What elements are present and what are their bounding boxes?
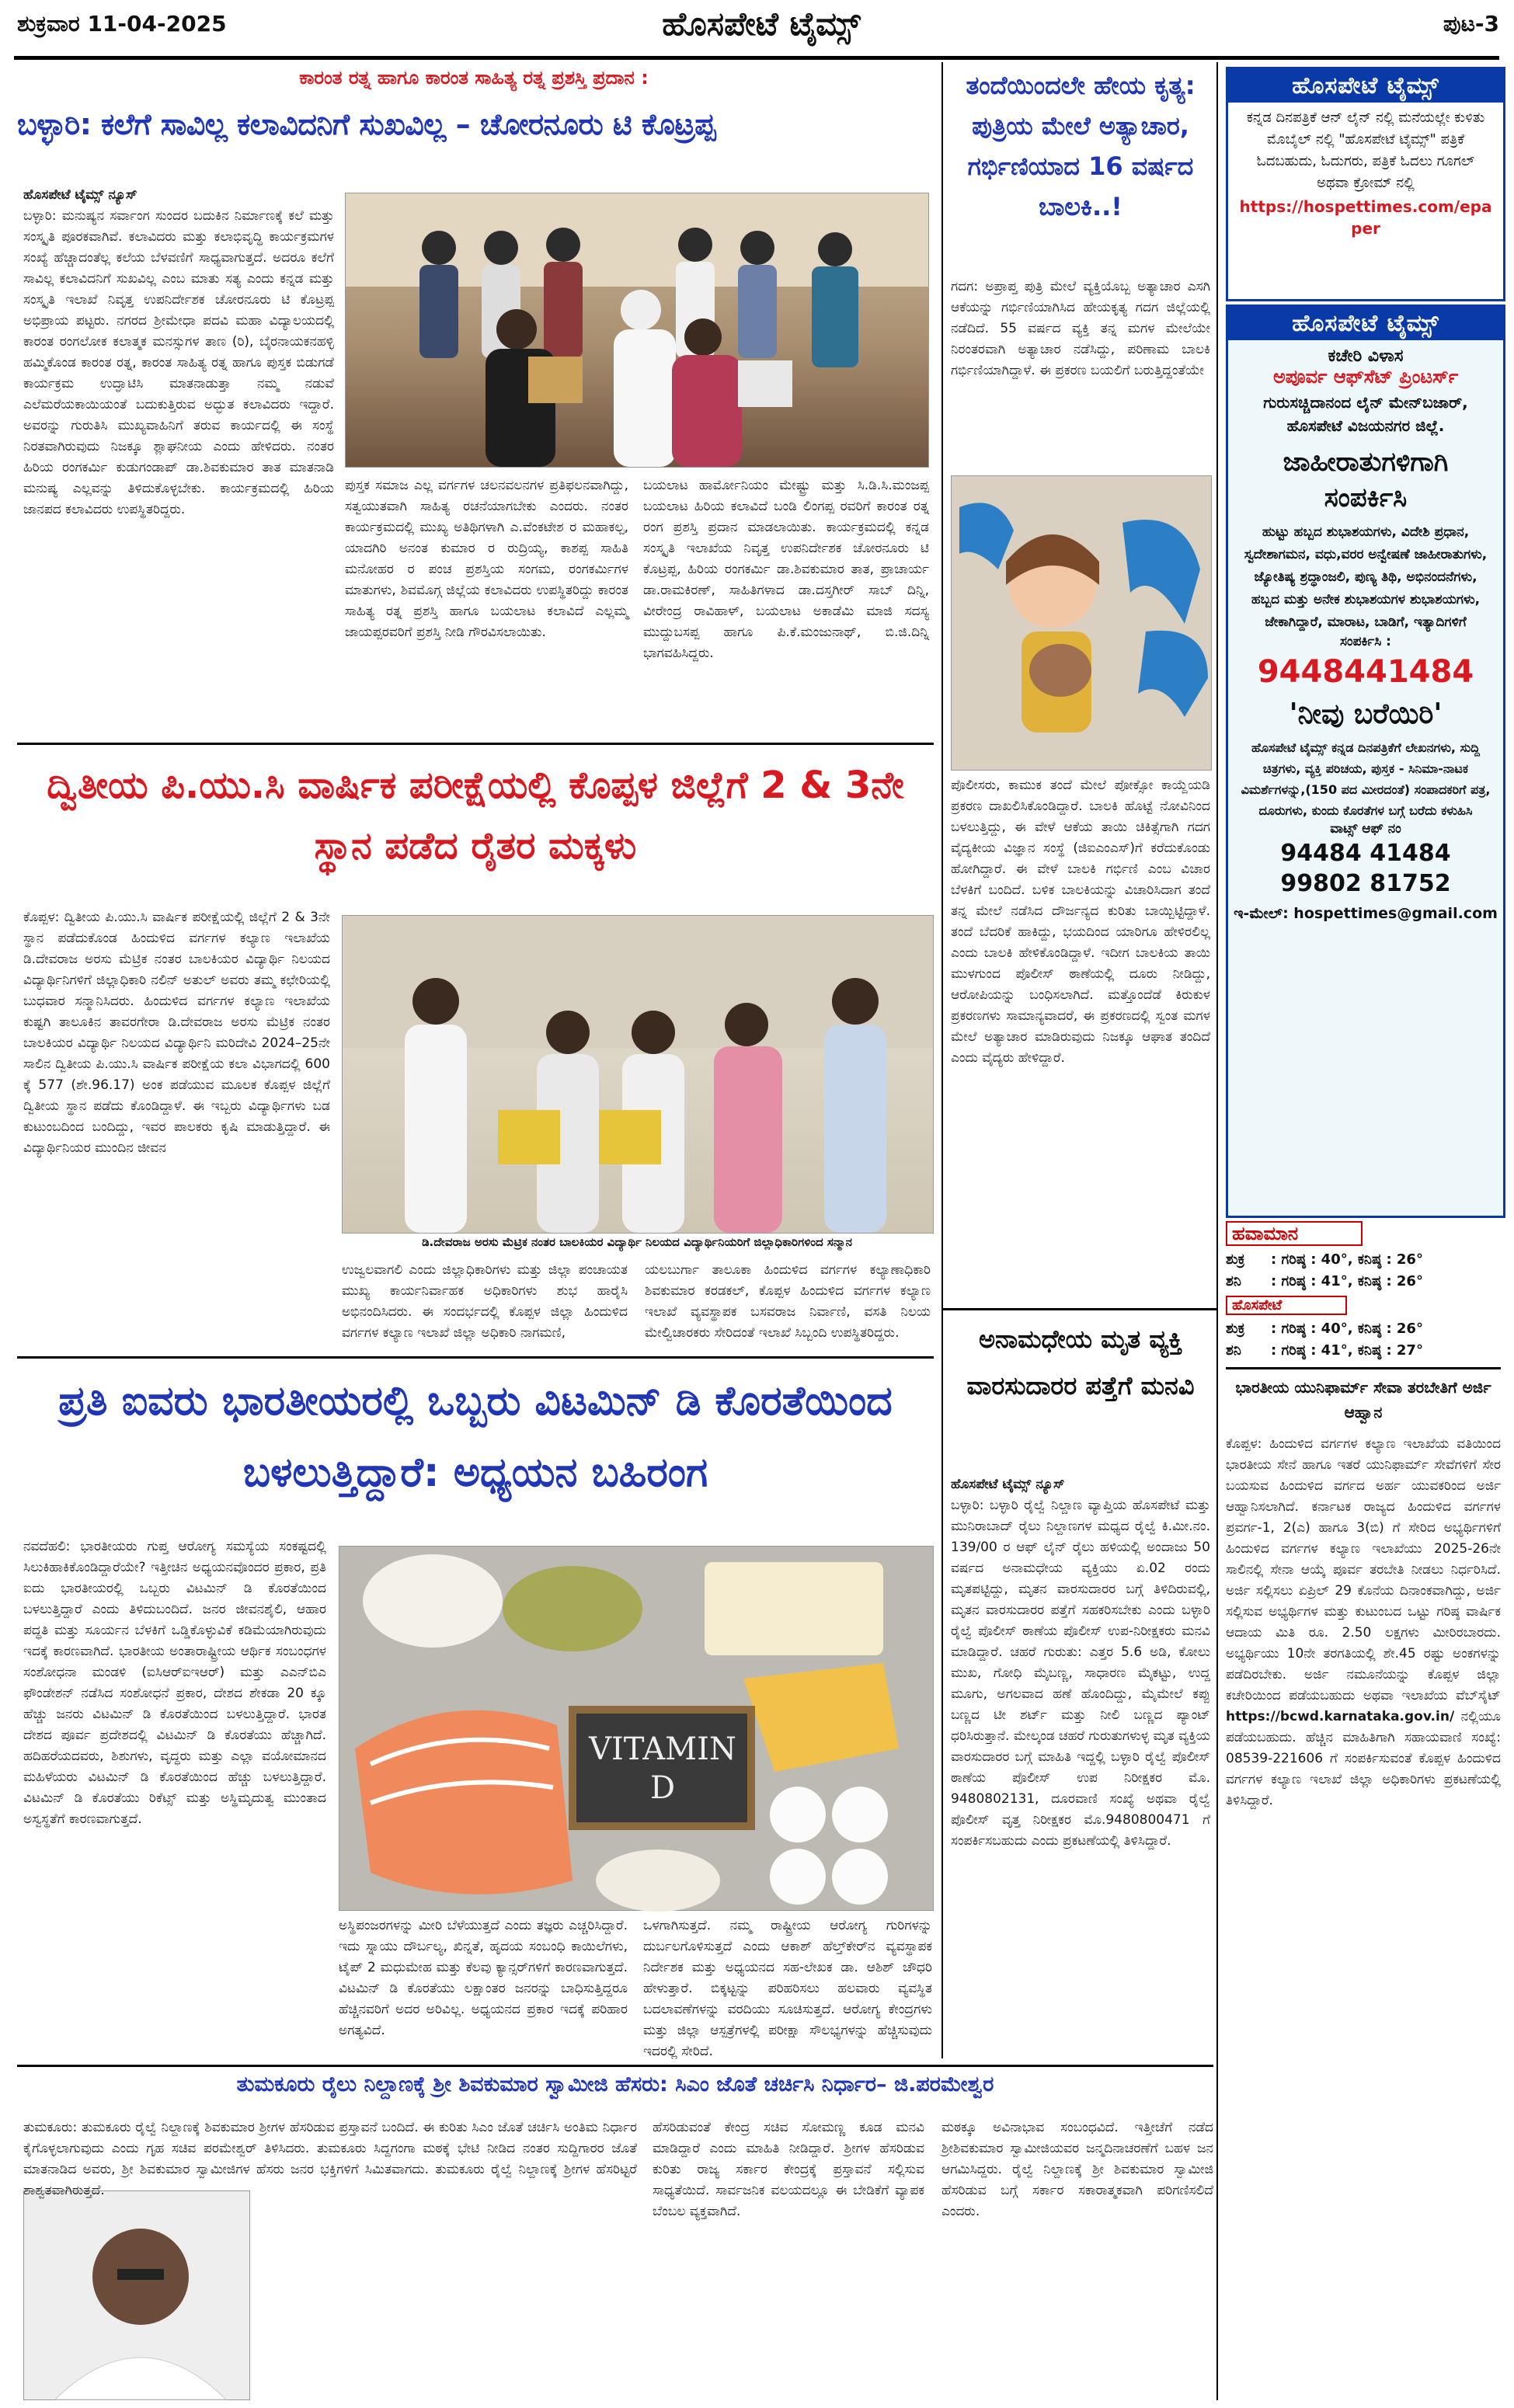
weather-day-2: ಶನಿ [1226,1273,1241,1289]
article4-photo [23,2191,250,2400]
ad2-ads-list: ಹುಟ್ಟು ಹಬ್ಬದ ಶುಭಾಶಯಗಳು, ವಿದೇಶಿ ಪ್ರಧಾನ, ಸ್ವದೇಶಾಗಮನ, ವಧು,ವರರ ಅನ್ವೇಷಣೆ ಜಾಹೀರಾತುಗಳು, ಜ್ಯೋತಿಷ್ಯ ಶ್ರದ್ಧಾಂಜಲಿ, ಪುಣ್ಯ ತಿಥಿ, ಅಭಿನಂದನೆಗಳು, ಹಬ್ಬದ ಮತ್ತು ಅನೇಕ ಶುಭಾಶಯಗಳ ಶುಭಾಶಯಗಳು, ಜೇಕಾಗಿದ್ದಾರೆ, ಮಾರಾಟ, ಬಾಡಿಗೆ, ಇತ್ಯಾದಿಗಳಿಗೆ [1244,524,1488,630]
article3-headline: ಪ್ರತಿ ಐವರು ಭಾರತೀಯರಲ್ಲಿ ಒಬ್ಬರು ವಿಟಮಿನ್ ಡಿ ಕೊರತೆಯಿಂದ ಬಳಲುತ್ತಿದ್ದಾರೆ: ಅಧ್ಯಯನ ಬಹಿರಂಗ [58,1378,893,1496]
portrait-illustration [24,2191,249,2399]
ad2-phone3[interactable]: 99802 81752 [1280,870,1451,897]
mid2-byline: ಹೊಸಪೇಟೆ ಟೈಮ್ಸ್ ನ್ಯೂಸ್ [951,1477,1065,1492]
vitamin-d-chalkboard-label: VITAMIN D [589,1731,736,1806]
ad2-phone[interactable]: 9448441484 [1257,654,1474,690]
weather-row-1 [1226,1249,1501,1271]
article4-column3: ಮಠಕ್ಕೂ ಅವಿನಾಭಾವ ಸಂಬಂಧವಿದೆ. ಇತ್ತೀಚೆಗೆ ನಡೆದ ಶ್ರೀಶಿವಕುಮಾರ ಸ್ವಾಮೀಜಿಯವರ ಜನ್ಮದಿನಾಚರಣೆಗೆ ಬಹಳ ಜನ ಆಗಮಿಸಿದ್ದರು. ರೈಲ್ವೆ ನಿಲ್ದಾಣಕ್ಕೆ ಶ್ರೀ ಶಿವಕುಮಾರ ಸ್ವಾಮೀಜಿ ಹೆಸರಿಡುವ ಬಗ್ಗೆ ಸರ್ಕಾರ ಸಕಾರಾತ್ಮಕವಾಗಿ ಪರಿಗಣಿಸಲಿದೆ ಎಂದರು. [941,2120,1213,2219]
article1-kicker: ಕಾರಂತ ರತ್ನ ಹಾಗೂ ಕಾರಂತ ಸಾಹಿತ್ಯ ರತ್ನ ಪ್ರಶಸ್ತಿ ಪ್ರದಾನ : [299,67,649,89]
weather-day-4: ಶನಿ [1226,1342,1241,1359]
article3-photo [339,1546,934,1911]
article1-bottom-rule [17,743,934,745]
ad2-printer: ಅಪೂರ್ವ ಆಫ್‌ಸೆಟ್ ಪ್ರಿಂಟರ್ಸ್ [1272,366,1459,388]
article2-photo-caption: ಡಿ.ದೇವರಾಜ ಅರಸು ಮೆಟ್ರಿಕ ನಂತರ ಬಾಲಕಿಯರ ವಿದ್ಯಾರ್ಥಿ ನಿಲಯದ ವಿದ್ಯಾರ್ಥಿನಿಯರಿಗೆ ಜಿಲ್ಲಾಧಿಕಾರಿಗಳಿಂದ ಸನ್ಮಾನ [422,1235,852,1249]
ad2-phone2[interactable]: 94484 41484 [1280,840,1451,867]
mid-story-rule [943,1308,1216,1310]
article1-column3: ಬಯಲಾಟ ಹಾರ್ಮೋನಿಯಂ ಮೇಷ್ಟ್ರು ಮತ್ತು ಸಿ.ಡಿ.ಸಿ.ಮಂಜಪ್ಪ ಬಯಲಾಟ ಹಿರಿಯ ಕಲಾವಿದೆ ಬಂಡಿ ಲಿಂಗಪ್ಪ ರವರಿಗೆ ಕಾರಂತ ರತ್ನ ರಂಗ ಪ್ರಶಸ್ತಿ ಪ್ರದಾನ ಮಾಡಲಾಯಿತು. ಕಾರ್ಯಕ್ರಮದಲ್ಲಿ ಕನ್ನಡ ಸಂಸ್ಕೃತಿ ಇಲಾಖೆಯ ನಿವೃತ್ತ ಉಪನಿರ್ದೇಶಕ ಚೋರನೂರು ಟಿ ಕೊಟ್ರಪ್ಪ, ಹಿರಿಯ ರಂಗಕರ್ಮಿ ಡಾ.ಶಿವಕುಮಾರ ತಾತ, ಪ್ರಾಚಾರ್ಯ ಡಾ.ರಾಮಕಿರಣ್, ಸಾಹಿತಿಗಳಾದ ಡಾ.ದಸ್ತಗೀರ್ ಸಾಬ್ ದಿನ್ನಿ, ವೀರೇಂದ್ರ ರಾವಿಹಾಳ್, ಬಯಲಾಟ ಅಕಾಡೆಮಿ ಮಾಜಿ ಸದಸ್ಯ ಮುದ್ದುಬಸಪ್ಪ ಹಾಗೂ ಪಿ.ಕೆ.ಮಂಜುನಾಥ್, ಬಿ.ಜಿ.ದಿನ್ನಿ ಭಾಗವಹಿಸಿದ್ದರು. [643,478,929,661]
issue-date: ಶುಕ್ರವಾರ 11-04-2025 [17,11,227,37]
article2-photo [342,915,934,1234]
ad-box-1 [1226,67,1505,301]
mid1-body-bottom: ಪೊಲೀಸರು, ಕಾಮುಕ ತಂದೆ ಮೇಲೆ ಪೋಕ್ಸೋ ಕಾಯ್ದೆಯಡಿ ಪ್ರಕರಣ ದಾಖಲಿಸಿಕೊಂಡಿದ್ದಾರೆ. ಬಾಲಕಿ ಹೊಟ್ಟೆ ನೋವಿನಿಂದ ಬಳಲುತ್ತಿದ್ದು, ಈ ವೇಳೆ ಆಕೆಯ ತಾಯಿ ಚಿಕಿತ್ಸೆಗಾಗಿ ಗದಗ ವೈದ್ಯಕೀಯ ವಿಜ್ಞಾನ ಸಂಸ್ಥೆ (ಜಿಐಎಂಎಸ್)ಗೆ ಕರೆದುಕೊಂಡು ಹೋಗಿದ್ದಾರೆ. ಈ ವೇಳೆ ಬಾಲಕಿ ಗರ್ಭಿಣಿ ಎಂಬ ವಿಚಾರ ಬೆಳಕಿಗೆ ಬಂದಿದೆ. ಬಳಿಕ ಬಾಲಕಿಯನ್ನು ವಿಚಾರಿಸಿದಾಗ ತಂದೆ ತನ್ನ ಮೇಲೆ ನಡೆಸಿದ ದೌರ್ಜನ್ಯದ ಕುರಿತು ಬಾಯ್ಬಿಟ್ಟಿದ್ದಾಳೆ. ತಂದೆ ಬೆದರಿಕೆ ಹಾಕಿದ್ದು, ಭಯದಿಂದ ಯಾರಿಗೂ ಹೇಳಿರಲಿಲ್ಲ ಎಂದು ಬಾಲಕಿ ಹೇಳಿಕೊಂಡಿದ್ದಾಳೆ. ಇದೀಗ ಬಾಲಕಿಯ ತಾಯಿ ಮುಳಗುಂದ ಪೊಲೀಸ್ ಠಾಣೆಯಲ್ಲಿ ದೂರು ನೀಡಿದ್ದು, ಆರೋಪಿಯನ್ನು ಬಂಧಿಸಲಾಗಿದೆ. ಮತ್ತೊಂದೆಡೆ ಕಿರುಕುಳ ಪ್ರಕರಣಗಳು ಸಾಮಾನ್ಯವಾದರೆ, ಈ ಪ್ರಕರಣದಲ್ಲಿ ಸ್ವಂತ ಮಗಳ ಮೇಲೆ ಅತ್ಯಾಚಾರ ಮಾಡಿರುವುದು ನಿಜಕ್ಕೂ ಆಘಾತ ತಂದಿದೆ ಎಂದು ವೈದ್ಯರು ಹೇಳಿದ್ದಾರೆ. [951,778,1210,1066]
article3-column3: ಒಳಗಾಗಿಸುತ್ತದೆ. ನಮ್ಮ ರಾಷ್ಟ್ರೀಯ ಆರೋಗ್ಯ ಗುರಿಗಳನ್ನು ದುರ್ಬಲಗೊಳಿಸುತ್ತದೆ ಎಂದು ಆಕಾಶ್ ಹೆಲ್ತ್‌ಕೇರ್‌ನ ವ್ಯವಸ್ಥಾಪಕ ನಿರ್ದೇಶಕ ಮತ್ತು ಅಧ್ಯಯನದ ಸಹ-ಲೇಖಕ ಡಾ. ಆಶಿಶ್ ಚೌಧರಿ ಹೇಳುತ್ತಾರೆ. ಬಿಕ್ಕಟ್ಟನ್ನು ಪರಿಹರಿಸಲು ಹಲವಾರು ವ್ಯವಸ್ಥಿತ ಬದಲಾವಣೆಗಳನ್ನು ವರದಿಯು ಸೂಚಿಸುತ್ತದೆ. ಆರೋಗ್ಯ ಕೇಂದ್ರಗಳು ಮತ್ತು ಜಿಲ್ಲಾ ಆಸ್ಪತ್ರೆಗಳಲ್ಲಿ ಪರೀಕ್ಷಾ ಸೌಲಭ್ಯಗಳನ್ನು ಹೆಚ್ಚಿಸುವುದು ಇದರಲ್ಲಿ ಸೇರಿದೆ. [643,1918,932,2059]
weather-day-1: ಶುಕ್ರ [1226,1251,1245,1268]
weather-day-3: ಶುಕ್ರ [1226,1321,1245,1337]
child-fear-illustration [952,476,1211,770]
weather-row-4 [1226,1340,1501,1362]
article3-column1: ನವದೆಹಲಿ: ಭಾರತೀಯರು ಗುಪ್ತ ಆರೋಗ್ಯ ಸಮಸ್ಯೆಯ ಸಂಕಷ್ಟದಲ್ಲಿ ಸಿಲುಕಿಹಾಕಿಕೊಂಡಿದ್ದಾರೆಯೇ? ಇತ್ತೀಚಿನ ಅಧ್ಯಯನವೊಂದರ ಪ್ರಕಾರ, ಪ್ರತಿ ಐದು ಭಾರತೀಯರಲ್ಲಿ ಒಬ್ಬರು ವಿಟಮಿನ್ ಡಿ ಕೊರತೆಯಿಂದ ಬಳಲುತ್ತಿದ್ದಾರೆ ಎಂದು ತಿಳಿದುಬಂದಿದೆ. ಜನರ ಜೀವನಶೈಲಿ, ಆಹಾರ ಪದ್ಧತಿ ಮತ್ತು ಸೂರ್ಯನ ಬೆಳಕಿಗೆ ಒಡ್ಡಿಕೊಳ್ಳುವಿಕೆ ಕಡಿಮೆಯಾಗಿರುವುದು ಇದಕ್ಕೆ ಕಾರಣವಾಗಿದೆ. ಭಾರತೀಯ ಅಂತಾರಾಷ್ಟ್ರೀಯ ಆರ್ಥಿಕ ಸಂಬಂಧಗಳ ಸಂಶೋಧನಾ ಮಂಡಳಿ (ಐಸಿಆರ್‌ಐಇಆರ್) ಮತ್ತು ಎಎನ್‌ಬಿಎ ಫೌಂಡೇಶನ್ ನಡೆಸಿದ ಸಂಶೋಧನೆ ಪ್ರಕಾರ, ದೇಶದ ಶೇಕಡಾ 20 ಕ್ಕೂ ಹೆಚ್ಚು ಜನರು ವಿಟಮಿನ್ ಡಿ ಕೊರತೆಯಿಂದ ಬಳಲುತ್ತಿದ್ದಾರೆ. ಭಾರತ ದೇಶದ ಪೂರ್ವ ಪ್ರದೇಶದಲ್ಲಿ ವಿಟಮಿನ್ ಡಿ ಕೊರತೆಯು ಹೆಚ್ಚಾಗಿದೆ. ಹದಿಹರೆಯದವರು, ಶಿಶುಗಳು, ವೃದ್ಧರು ಮತ್ತು ಎಲ್ಲಾ ವಯೋಮಾನದ ಮಹಿಳೆಯರು ವಿಟಮಿನ್ ಡಿ ಕೊರತೆಯಿಂದ ಹೆಚ್ಚು ಬಳಲುತ್ತಿದ್ದಾರೆ. ವಿಟಮಿನ್ ಡಿ ಕೊರತೆಯು ರಿಕೆಟ್ಸ್ ಮತ್ತು ಅಸ್ಥಿಮೃದುತ್ವ ಮುಂತಾದ ಅಸ್ವಸ್ಥತೆಗೆ ಕಾರಣವಾಗುತ್ತದೆ. [23,1539,326,1827]
article4-column1-cont [256,2191,637,2399]
felicitation-illustration [343,916,933,1233]
article2-column3: ಯಲಬುರ್ಗಾ ತಾಲೂಕಾ ಹಿಂದುಳಿದ ವರ್ಗಗಳ ಕಲ್ಯಾಣಾಧಿಕಾರಿ ಶಿವಕುಮಾರ ಕರಡಕಲ್, ಕೊಪ್ಪಳ ಹಿಂದುಳಿದ ವರ್ಗಗಳ ಕಲ್ಯಾಣ ಇಲಾಖೆ ವ್ಯವಸ್ಥಾಪಕ ಬಸವರಾಜ ನಿರ್ವಾಣಿ, ವಸತಿ ನಿಲಯ ಮೇಲ್ವಿಚಾರಕರು ಸೇರಿದಂತೆ ಇಲಾಖೆ ಸಿಬ್ಬಂದಿ ಉಪಸ್ಥಿತರಿದ್ದರು. [645,1262,931,1341]
article3-column2: ಅಸ್ಥಿಪಂಜರಗಳನ್ನು ಮೀರಿ ಬೆಳೆಯುತ್ತದೆ ಎಂದು ತಜ್ಞರು ಎಚ್ಚರಿಸಿದ್ದಾರೆ. ಇದು ಸ್ನಾಯು ದೌರ್ಬಲ್ಯ, ಖಿನ್ನತೆ, ಹೃದಯ ಸಂಬಂಧಿ ಕಾಯಿಲೆಗಳು, ಟೈಪ್ 2 ಮಧುಮೇಹ ಮತ್ತು ಕೆಲವು ಕ್ಯಾನ್ಸರ್‌ಗಳಿಗೆ ಕಾರಣವಾಗುತ್ತದೆ. ವಿಟಮಿನ್ ಡಿ ಕೊರತೆಯು ಲಕ್ಷಾಂತರ ಜನರನ್ನು ಬಾಧಿಸುತ್ತಿದ್ದರೂ ಹೆಚ್ಚಿನವರಿಗೆ ಅದರ ಅರಿವಿಲ್ಲ. ಅಧ್ಯಯನದ ಪ್ರಕಾರ ಇದಕ್ಕೆ ಪರಿಹಾರ ಅಗತ್ಯವಿದೆ. [339,1918,628,2038]
mid1-illustration [951,475,1212,771]
ad2-contact-title: ಸಂಪರ್ಕಿಸಿ [1324,482,1408,513]
ad2-logo: ಹೊಸಪೇಟೆ ಟೈಮ್ಸ್ [1228,307,1503,340]
masthead-rule [14,56,1499,60]
weather-title: ಹವಾಮಾನ [1226,1221,1363,1246]
ad2-write-text: ಹೊಸಪೇಟೆ ಟೈಮ್ಸ್ ಕನ್ನಡ ದಿನಪತ್ರಿಕೆಗೆ ಲೇಖನಗಳು, ಸುದ್ದಿ ಚಿತ್ರಗಳು, ವ್ಯಕ್ತಿ ಪರಿಚಯ, ಪುಸ್ತಕ - ಸಿನಿಮಾ-ನಾಟಕ ವಿಮರ್ಶೆಗಳನ್ನು,(150 ಪದ ಮೀರದಂತೆ) ಸಂಪಾದಕರಿಗೆ ಪತ್ರ, ದೂರುಗಳು, ಕುಂದು ಕೊರತೆಗಳ ಬಗ್ಗೆ ಬರೆದು ಕಳುಹಿಸಿ [1241,740,1491,818]
army-notice-url[interactable]: https://bcwd.karnataka.gov.in/ [1226,1709,1455,1724]
weather-value-4: : ಗರಿಷ್ಠ : 41°, ಕನಿಷ್ಠ : 27° [1271,1342,1423,1359]
article4-column2: ಹೆಸರಿಡುವಂತೆ ಕೇಂದ್ರ ಸಚಿವ ಸೋಮಣ್ಣ ಕೂಡ ಮನವಿ ಮಾಡಿದ್ದಾರೆ ಎಂದು ಮಾಹಿತಿ ನೀಡಿದ್ದಾರೆ. ಶ್ರೀಗಳ ಹೆಸರಿಡುವ ಕುರಿತು ರಾಜ್ಯ ಸರ್ಕಾರ ಕೇಂದ್ರಕ್ಕೆ ಪ್ರಸ್ತಾವನೆ ಸಲ್ಲಿಸುವ ಸಾಧ್ಯತೆಯಿದೆ. ಸಾರ್ವಜನಿಕ ವಲಯದಲ್ಲೂ ಈ ಬೇಡಿಕೆಗೆ ವ್ಯಾಪಕ ಬೆಂಬಲ ವ್ಯಕ್ತವಾಗಿದೆ. [653,2120,924,2219]
weather-value-1: : ಗರಿಷ್ಠ : 40°, ಕನಿಷ್ಠ : 26° [1271,1251,1423,1268]
ad1-url[interactable]: https://hospettimes.com/epaper [1239,197,1492,238]
sidebar-rule [1226,1367,1501,1369]
article2-bottom-rule [17,1356,934,1359]
ad2-contact-label: ಸಂಪರ್ಕಿಸಿ : [1340,634,1391,649]
article4-column1: ತುಮಕೂರು: ತುಮಕೂರು ರೈಲ್ವೆ ನಿಲ್ದಾಣಕ್ಕೆ ಶಿವಕುಮಾರ ಶ್ರೀಗಳ ಹೆಸರಿಡುವ ಪ್ರಸ್ತಾವನೆ ಬಂದಿದೆ. ಈ ಕುರಿತು ಸಿಎಂ ಜೊತೆ ಚರ್ಚಿಸಿ ಅಂತಿಮ ನಿರ್ಧಾರ ಕೈಗೊಳ್ಳಲಾಗುವುದು ಎಂದು ಗೃಹ ಸಚಿವ ಪರಮೇಶ್ವರ್ ತಿಳಿಸಿದರು. ತುಮಕೂರು ಸಿದ್ದಗಂಗಾ ಮಠಕ್ಕೆ ಭೇಟಿ ನೀಡಿದ ನಂತರ ಸುದ್ದಿಗಾರರ ಜೊತೆ ಮಾತನಾಡಿದ ಅವರು, ಶ್ರೀ ಶಿವಕುಮಾರ ಸ್ವಾಮೀಜಿಗಳ ಹೆಸರು ಜನರ ಭಕ್ತಿಗಳಿಗೆ ಸಿಮಿತವಾಗದು. ತುಮಕೂರು ರೈಲ್ವೆ ನಿಲ್ದಾಣಕ್ಕೆ ಶ್ರೀಗಳ ಹೆಸರಿಟ್ಟರೆ ಶಾಶ್ವತವಾಗಿರುತ್ತದೆ. [23,2120,637,2198]
ad2-address: ಗುರುಸಚ್ಚಿದಾನಂದ ಲೈನ್ ಮೇನ್‌ಬಜಾರ್, ಹೊಸಪೇಟೆ ವಿಜಯನಗರ ಜಿಲ್ಲೆ. [1263,393,1468,435]
award-ceremony-illustration [346,193,928,467]
weather-value-3: : ಗರಿಷ್ಠ : 40°, ಕನಿಷ್ಠ : 26° [1271,1321,1423,1337]
article2-column2: ಉಜ್ವಲವಾಗಲಿ ಎಂದು ಜಿಲ್ಲಾಧಿಕಾರಿಗಳು ಮತ್ತು ಜಿಲ್ಲಾ ಪಂಚಾಯತ ಮುಖ್ಯ ಕಾರ್ಯನಿರ್ವಾಹಕ ಅಧಿಕಾರಿಗಳು ಶುಭ ಹಾರೈಸಿ ಅಭಿನಂದಿಸಿದರು. ಈ ಸಂದರ್ಭದಲ್ಲಿ ಕೊಪ್ಪಳ ಜಿಲ್ಲಾ ಹಿಂದುಳಿದ ವರ್ಗಗಳ ಕಲ್ಯಾಣ ಇಲಾಖೆ ಜಿಲ್ಲಾ ಅಧಿಕಾರಿ ನಾಗಮಣಿ, [342,1262,628,1341]
weather-value-2: : ಗರಿಷ್ಠ : 41°, ಕನಿಷ್ಠ : 26° [1271,1273,1423,1289]
ad2-whatsapp: ವಾಟ್ಸ್ ಆಫ್ ನಂ [1330,821,1401,837]
ad2-office: ಕಚೇರಿ ವಿಳಾಸ [1328,346,1404,366]
ad2-email[interactable]: ಇ-ಮೇಲ್: hospettimes@gmail.com [1234,905,1498,922]
ad1-logo: ಹೊಸಪೇಟೆ ಟೈಮ್ಸ್ [1228,69,1503,103]
weather-row-2 [1226,1271,1501,1293]
mid2-text: ಬಳ್ಳಾರಿ: ಬಳ್ಳಾರಿ ರೈಲ್ವೆ ನಿಲ್ದಾಣ ವ್ಯಾಪ್ತಿಯ ಹೊಸಪೇಟೆ ಮತ್ತು ಮುನಿರಾಬಾದ್ ರೈಲು ನಿಲ್ದಾಣಗಳ ಮಧ್ಯದ ರೈಲ್ವೆ ಕಿ.ಮೀ.ನಂ. 139/00 ರ ಆಫ್ ಲೈನ್ ರೈಲು ಹಳಿಯಲ್ಲಿ ಅಂದಾಜು 50 ವರ್ಷದ ಅನಾಮಧೇಯ ವ್ಯಕ್ತಿಯು ಏ.02 ರಂದು ಮೃತಪಟ್ಟಿದ್ದು, ಮೃತನ ವಾರಸುದಾರರ ಬಗ್ಗೆ ತಿಳಿದಿರುವಲ್ಲಿ, ಮೃತನ ವಾರಸುದಾರರ ಪತ್ತೆಗೆ ಸಹಕರಿಸಬೇಕು ಎಂದು ಬಳ್ಳಾರಿ ರೈಲ್ವೆ ಪೊಲೀಸ್ ಠಾಣೆಯ ಪೊಲೀಸ್ ಉಪ-ನಿರೀಕ್ಷಕರು ಮನವಿ ಮಾಡಿದ್ದಾರೆ. ಚಹರೆ ಗುರುತು: ಎತ್ತರ 5.6 ಅಡಿ, ಕೋಲು ಮುಖ, ಗೋಧಿ ಮೈಬಣ್ಣ, ಸಾಧಾರಣ ಮೈಕಟ್ಟು, ಉದ್ದ ಮೂಗು, ಅಗಲವಾದ ಹಣೆ ಹೊಂದಿದ್ದು, ಮೈಮೇಲೆ ಕಪ್ಪು ಬಣ್ಣದ ಟೀ ಶರ್ಟ್ ಮತ್ತು ನೀಲಿ ಬಣ್ಣದ ಪ್ಯಾಂಟ್ ಧರಿಸಿರುತ್ತಾನೆ. ಮೇಲ್ಕಂಡ ಚಹರೆ ಗುರುತುಗಳುಳ್ಳ ಮೃತ ವ್ಯಕ್ತಿಯ ವಾರಸುದಾರರ ಬಗ್ಗೆ ಮಾಹಿತಿ ಇದ್ದಲ್ಲಿ ಬಳ್ಳಾರಿ ರೈಲ್ವೆ ಪೊಲೀಸ್ ಠಾಣೆಯ ಪೊಲೀಸ್ ಉಪ ನಿರೀಕ್ಷಕರ ಮೊ. 9480802131, ದೂರವಾಣಿ ಸಂಖ್ಯೆ ಅಥವಾ ರೈಲ್ವೆ ಪೊಲೀಸ್ ವೃತ್ತ ನಿರೀಕ್ಷಕರ ಮೊ.9480800471 ಗೆ ಸಂಪರ್ಕಿಸಬಹುದು ಎಂದು ಪ್ರಕಟಣೆಯಲ್ಲಿ ತಿಳಿಸಿದ್ದಾರೆ. [951,1498,1210,1849]
article1-column2: ಪುಸ್ತಕ ಸಮಾಜ ಎಲ್ಲ ವರ್ಗಗಳ ಚಲನವಲನಗಳ ಪ್ರತಿಫಲನವಾಗಿದ್ದು, ಸತ್ವಯುತವಾಗಿ ಸಾಹಿತ್ಯ ರಚನೆಯಾಗಬೇಕು ಎಂದರು. ನಂತರ ಕಾರ್ಯಕ್ರಮದಲ್ಲಿ ಮುಖ್ಯ ಅತಿಥಿಗಳಾಗಿ ಎ.ವೆಂಕಟೇಶ ರ ಮಹಾಕಲ್ಪ, ಯಾದಗಿರಿ ಅನಂತ ಕುಮಾರ ರ ರುದ್ರಿಯ್ಯ, ಕಾಶಪ್ಪ ಸಾಹಿತಿ ಮನೋಹರ ರ ಪಂಚ ಪ್ರಶಸ್ತಿಯ ಸಂಗಮ, ರಂಗಕರ್ಮಿಗಳ ಮಾತುಗಳು, ಶಿವಮೊಗ್ಗ ಜಿಲ್ಲೆಯ ಕಲಾವಿದರು ಉಪಸ್ಥಿತರಿದ್ದು ಕಾರಂತ ಸಾಹಿತ್ಯ ರತ್ನ ಪ್ರಶಸ್ತಿ ಹಾಗೂ ಬಯಲಾಟ ಕಲಾವಿದೆ ಎಲ್ಲಮ್ಮ ಜಾಯಪ್ಪರವರಿಗೆ ಪ್ರಶಸ್ತಿ ನೀಡಿ ಗೌರವಿಸಲಾಯಿತು. [345,478,628,640]
side-column-separator [1216,62,1218,2400]
ad2-you-write: 'ನೀವು ಬರೆಯಿರಿ' [1289,698,1443,730]
mid1-headline: ತಂದೆಯಿಂದಲೇ ಹೇಯ ಕೃತ್ಯ: ಪುತ್ರಿಯ ಮೇಲೆ ಅತ್ಯಾಚಾರ, ಗರ್ಭಿಣಿಯಾದ 16 ವರ್ಷದ ಬಾಲಕಿ..! [966,71,1196,221]
ad-box-2 [1226,304,1505,1218]
article1-headline: ಬಳ್ಳಾರಿ: ಕಲೆಗೆ ಸಾವಿಲ್ಲ ಕಲಾವಿದನಿಗೆ ಸುಖವಿಲ್ಲ – ಚೋರನೂರು ಟಿ ಕೊಟ್ರಪ್ಪ [17,107,716,141]
article1-column1 [23,185,334,733]
weather-box [1226,1221,1501,1361]
article1-photo [345,193,929,468]
mid-column-separator [941,62,943,2058]
army-notice-headline: ಭಾರತೀಯ ಯುನಿಫಾರ್ಮ್ ಸೇವಾ ತರಬೇತಿಗೆ ಅರ್ಜಿ ಆಹ್ವಾನ [1235,1378,1491,1421]
ad1-text: ಕನ್ನಡ ದಿನಪತ್ರಿಕೆ ಆನ್ ಲೈನ್ ನಲ್ಲಿ ಮನೆಯಲ್ಲೇ ಕುಳಿತು ಮೊಬೈಲ್ ನಲ್ಲಿ "ಹೊಸಪೇಟೆ ಟೈಮ್ಸ್" ಪತ್ರಿಕೆ ಓದಬಹುದು, ಓದುಗರು, ಪತ್ರಿಕೆ ಓದಲು ಗೂಗಲ್ ಅಥವಾ ಕ್ರೋಮ್ ನಲ್ಲಿ [1246,110,1485,191]
page-number: ಪುಟ-3 [1443,11,1499,37]
article3-bottom-rule [17,2065,1213,2067]
mid1-body-top: ಗದಗ: ಅಪ್ರಾಪ್ತ ಪುತ್ರಿ ಮೇಲೆ ವ್ಯಕ್ತಿಯೊಬ್ಬ ಅತ್ಯಾಚಾರ ಎಸಗಿ ಆಕೆಯನ್ನು ಗರ್ಭಿಣಿಯಾಗಿಸಿದ ಹೇಯಕೃತ್ಯ ಗದಗ ಜಿಲ್ಲೆಯಲ್ಲಿ ನಡೆದಿದೆ. 55 ವರ್ಷದ ವ್ಯಕ್ತಿ ತನ್ನ ಮಗಳ ಮೇಲೆಯೇ ನಿರಂತರವಾಗಿ ಅತ್ಯಾಚಾರ ನಡೆಸಿದ್ದು, ಪರಿಣಾಮ ಬಾಲಕಿ ಗರ್ಭಿಣಿಯಾಗಿದ್ದಾಳೆ. ಈ ಪ್ರಕರಣ ಬಯಲಿಗೆ ಬರುತ್ತಿದ್ದಂತೆಯೇ [951,279,1210,378]
army-notice-tail: ನಲ್ಲಿಯೂ ಪಡೆಯಬಹುದು. ಹೆಚ್ಚಿನ ಮಾಹಿತಿಗಾಗಿ ಸಹಾಯವಾಣಿ ಸಂಖ್ಯೆ: 08539-221606 ಗೆ ಸಂಪರ್ಕಿಸುವಂತೆ ಕೊಪ್ಪಳ ಹಿಂದುಳಿದ ವರ್ಗಗಳ ಕಲ್ಯಾಣ ಇಲಾಖೆ ಜಿಲ್ಲಾ ಅಧಿಕಾರಿಗಳು ಪ್ರಕಟಣೆಯಲ್ಲಿ ತಿಳಿಸಿದ್ದಾರೆ. [1226,1709,1501,1808]
masthead [0,0,1514,57]
masthead-title: ಹೊಸಪೇಟೆ ಟೈಮ್ಸ್ [662,5,861,43]
army-notice-body [1226,1434,1501,2397]
mid2-headline: ಅನಾಮಧೇಯ ಮೃತ ವ್ಯಕ್ತಿ ವಾರಸುದಾರರ ಪತ್ತೆಗೆ ಮನವಿ [966,1324,1195,1401]
weather-row-3 [1226,1318,1501,1340]
army-notice-text: ಕೊಪ್ಪಳ: ಹಿಂದುಳಿದ ವರ್ಗಗಳ ಕಲ್ಯಾಣ ಇಲಾಖೆಯ ವತಿಯಿಂದ ಭಾರತೀಯ ಸೇನೆ ಹಾಗೂ ಇತರೆ ಯುನಿಫಾರ್ಮ್ ಸೇವೆಗಳಿಗೆ ಸೇರ ಬಯಸುವ ಹಿಂದುಳಿದ ವರ್ಗದ ಅರ್ಹ ಯುವಕರಿಂದ ಅರ್ಜಿ ಆಹ್ವಾನಿಸಲಾಗಿದೆ. ಕರ್ನಾಟಕ ರಾಜ್ಯದ ಹಿಂದುಳಿದ ವರ್ಗಗಳ ಪ್ರವರ್ಗ-1, 2(ಎ) ಹಾಗೂ 3(ಬಿ) ಗೆ ಸೇರಿದ ಅಭ್ಯರ್ಥಿಗಳಿಗೆ ಹಿಂದುಳಿದ ವರ್ಗಗಳ ಕಲ್ಯಾಣ ಇಲಾಖೆಯು 2025-26ನೇ ಸಾಲಿನಲ್ಲಿ ಸೇನಾ ಆಯ್ಕೆ ಪೂರ್ವ ತರಬೇತಿ ನೀಡಲು ನಿರ್ಧರಿಸಿದೆ. ಅರ್ಜಿ ಸಲ್ಲಿಸಲು ಏಪ್ರಿಲ್ 29 ಕೊನೆಯ ದಿನಾಂಕವಾಗಿದ್ದು, ಅರ್ಜಿ ಸಲ್ಲಿಸುವ ಅಭ್ಯರ್ಥಿಗಳ ಮತ್ತು ಕುಟುಂಬದ ಒಟ್ಟು ಗರಿಷ್ಠ ವಾರ್ಷಿಕ ಆದಾಯ ಮಿತಿ ರೂ. 2.50 ಲಕ್ಷಗಳು ಮೀರಿರಬಾರದು. ಅಭ್ಯರ್ಥಿಯು 10ನೇ ತರಗತಿಯಲ್ಲಿ ಶೇ.45 ರಷ್ಟು ಅಂಕಗಳನ್ನು ಪಡೆದಿರಬೇಕು. ಅರ್ಜಿ ನಮೂನೆಯನ್ನು ಕೊಪ್ಪಳ ಜಿಲ್ಲಾ ಕಚೇರಿಯಿಂದ ಪಡೆಯಬಹುದು ಅಥವಾ ಇಲಾಖೆಯ ವೆಬ್‌ಸೈಟ್ [1226,1436,1501,1703]
weather-city: ಹೊಸಪೇಟೆ [1226,1296,1347,1315]
article2-column1: ಕೊಪ್ಪಳ: ದ್ವಿತೀಯ ಪಿ.ಯು.ಸಿ ವಾರ್ಷಿಕ ಪರೀಕ್ಷೆಯಲ್ಲಿ ಜಿಲ್ಲೆಗೆ 2 & 3ನೇ ಸ್ಥಾನ ಪಡೆದುಕೊಂಡ ಹಿಂದುಳಿದ ವರ್ಗಗಳ ಕಲ್ಯಾಣ ಇಲಾಖೆಯ ಡಿ.ದೇವರಾಜ ಅರಸು ಮೆಟ್ರಿಕ ನಂತರ ಬಾಲಕಿಯರ ವಿದ್ಯಾರ್ಥಿ ನಿಲಯದ ವಿದ್ಯಾರ್ಥಿನಿಗಳಿಗೆ ಜಿಲ್ಲಾಧಿಕಾರಿ ನಲಿನ್ ಅತುಲ್ ಅವರು ತಮ್ಮ ಕಛೇರಿಯಲ್ಲಿ ಬುಧವಾರ ಸನ್ಮಾನಿಸಿದರು. ಹಿಂದುಳಿದ ವರ್ಗಗಳ ಕಲ್ಯಾಣ ಇಲಾಖೆಯ ಕುಷ್ಟಗಿ ತಾಲೂಕಿನ ತಾವರಗೇರಾ ಡಿ.ದೇವರಾಜ ಅರಸು ಮೆಟ್ರಿಕ ನಂತರ ಬಾಲಕಿಯರ ವಿದ್ಯಾರ್ಥಿ ನಿಲಯದ ವಿದ್ಯಾರ್ಥಿನಿ ಮರಿದೇವಿ 2024–25ನೇ ಸಾಲಿನ ದ್ವಿತೀಯ ಪಿ.ಯು.ಸಿ ವಾರ್ಷಿಕ ಪರೀಕ್ಷೆಯ ಕಲಾ ವಿಭಾಗದಲ್ಲಿ 600 ಕ್ಕೆ 577 (ಶೇ.96.17) ಅಂಕ ಪಡೆಯುವ ಮೂಲಕ ಕೊಪ್ಪಳ ಜಿಲ್ಲೆಗೆ ದ್ವಿತೀಯ ಸ್ಥಾನ ಪಡೆದು ಕೊಂಡಿದ್ದಾಳೆ. ಈ ಇಬ್ಬರು ವಿದ್ಯಾರ್ಥಿಗಳು ಬಡ ಕುಟುಂಬದಿಂದ ಬಂದಿದ್ದು, ಇವರ ಪಾಲಕರು ಕೃಷಿ ಮಾಡುತ್ತಿದ್ದಾರೆ. ಈ ವಿದ್ಯಾರ್ಥಿನಿಯರ ಮುಂದಿನ ಜೀವನ [23,910,330,1156]
article1-byline: ಹೊಸಪೇಟೆ ಟೈಮ್ಸ್ ನ್ಯೂಸ್ [23,187,137,203]
vitamin-d-foods-illustration [339,1547,933,1910]
article1-col1-text: ಬಳ್ಳಾರಿ: ಮನುಷ್ಯನ ಸರ್ವಾಂಗ ಸುಂದರ ಬದುಕಿನ ನಿರ್ಮಾಣಕ್ಕೆ ಕಲೆ ಮತ್ತು ಸಂಸ್ಕೃತಿ ಪೂರಕವಾಗಿವೆ. ಕಲಾವಿದರು ಮತ್ತು ಕಲಾಭಿವೃದ್ಧಿ ಕಾರ್ಯಕ್ರಮಗಳ ಸಂಖ್ಯೆ ಹೆಚ್ಚಾದಂತೆಲ್ಲ ಕಲೆಯ ಬೆಳವಣಿಗೆ ಸಾಧ್ಯವಾಗುತ್ತದೆ. ಅದರೂ ಕಲೆಗೆ ಸಾವಿಲ್ಲ ಕಲಾವಿದನಿಗೆ ಸುಖವಿಲ್ಲ ಎಂಬ ಮಾತು ಸತ್ಯ ಎಂದು ಕನ್ನಡ ಮತ್ತು ಸಂಸ್ಕೃತಿ ಇಲಾಖೆ ನಿವೃತ್ತ ಉಪನಿರ್ದೇಶಕ ಚೋರನೂರು ಟಿ ಕೊಟ್ರಪ್ಪ ಅಭಿಪ್ರಾಯ ಪಟ್ಟರು. ನಗರದ ಶ್ರೀಮೇಧಾ ಪದವಿ ಮಹಾ ವಿದ್ಯಾಲಯದಲ್ಲಿ ಕಾರಂತ ರಂಗಲೋಕ ಕಲಾತ್ಮಕ ಮನಸ್ಸುಗಳ ತಾಣ (ರಿ), ಬೈರನಾಯಕನಹಳ್ಳಿ ಹಮ್ಮಿಕೊಂಡ ಕಾರಂತ ರತ್ನ, ಕಾರಂತ ಸಾಹಿತ್ಯ ರತ್ನ ಹಾಗೂ ಪುಸ್ತಕ ಬಿಡುಗಡೆ ಕಾರ್ಯಕ್ರಮ ಉದ್ಘಾಟಿಸಿ ಮಾತನಾಡುತ್ತಾ ನಮ್ಮ ನಡುವೆ ಎಲೆಮರೆಯಕಾಯಿಯಂತೆ ಬದುಕುತ್ತಿರುವ ಅದ್ಭುತ ಕಲಾವಿದರು ಇದ್ದಾರೆ. ಅವರನ್ನು ಗುರುತಿಸಿ ಮುಖ್ಯವಾಹಿನಿಗೆ ತರುವ ಕಾರ್ಯದಲ್ಲಿ ಈ ಸಂಸ್ಥೆ ನಿರತವಾಗಿರುವುದು ನಿಜಕ್ಕೂ ಶ್ಲಾಘನೀಯ ಎಂದು ಹೇಳಿದರು. ನಂತರ ಹಿರಿಯ ರಂಗಕರ್ಮಿ ಕುಡುಗಂಡಾಪ್ ಡಾ.ಶಿವಕುಮಾರ ತಾತ ಮಾತನಾಡಿ ಮನುಷ್ಯ ಎಲ್ಲವನ್ನು ತಿಳಿದುಕೊಳ್ಳಬೇಕು. ಕಾರ್ಯಕ್ರಮದಲ್ಲಿ ಹಿರಿಯ ಜಾನಪದ ಕಲಾವಿದರು ಉಪಸ್ಥಿತರಿದ್ದರು. [23,208,334,517]
article4-headline: ತುಮಕೂರು ರೈಲು ನಿಲ್ದಾಣಕ್ಕೆ ಶ್ರೀ ಶಿವಕುಮಾರ ಸ್ವಾಮೀಜಿ ಹೆಸರು: ಸಿಎಂ ಜೊತೆ ಚರ್ಚಿಸಿ ನಿರ್ಧಾರ– ಜಿ.ಪರಮೇಶ್ವರ [236,2072,994,2097]
article2-headline: ದ್ವಿತೀಯ ಪಿ.ಯು.ಸಿ ವಾರ್ಷಿಕ ಪರೀಕ್ಷೆಯಲ್ಲಿ ಕೊಪ್ಪಳ ಜಿಲ್ಲೆಗೆ 2 & 3ನೇ ಸ್ಥಾನ ಪಡೆದ ರೈತರ ಮಕ್ಕಳು [47,764,904,868]
ad2-ads-title: ಜಾಹೀರಾತುಗಳಿಗಾಗಿ [1283,447,1449,478]
mid2-body [951,1474,1210,2058]
